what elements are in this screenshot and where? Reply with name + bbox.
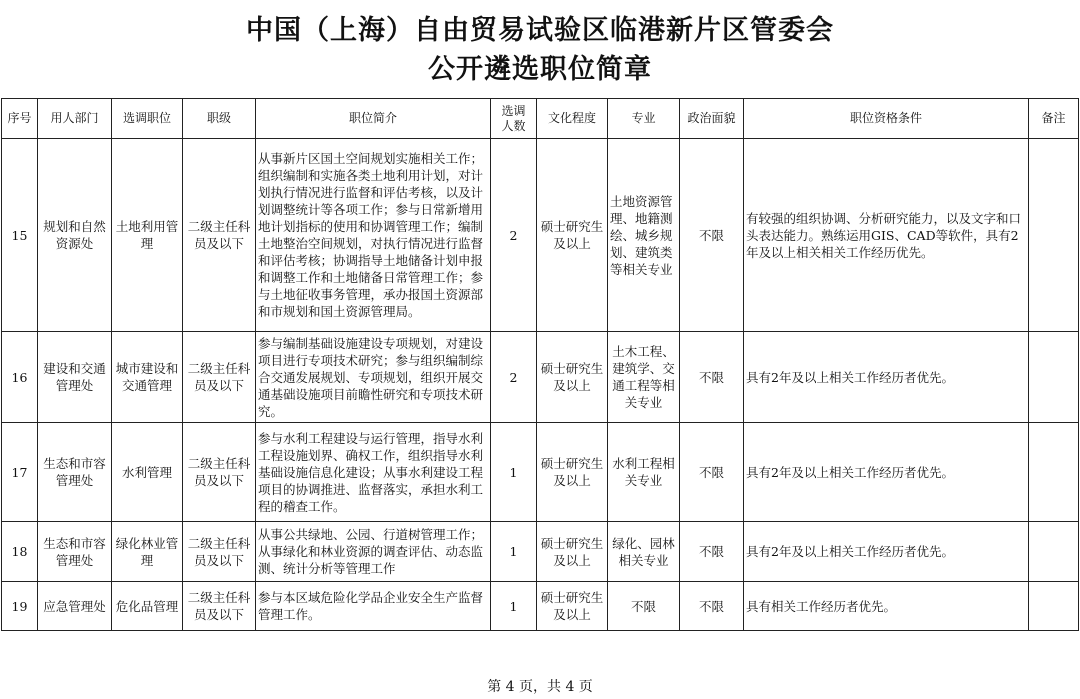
cell-seq: 16 bbox=[2, 332, 38, 423]
cell-count: 2 bbox=[491, 332, 537, 423]
cell-intro: 参与水利工程建设与运行管理，指导水利工程设施划界、确权工作，组织指导水利基础设施信息化建设；从事水利建设工程项目的协调推进、监督落实，承担水利工程的稽查工作。 bbox=[256, 423, 491, 522]
cell-edu: 硕士研究生及以上 bbox=[537, 423, 608, 522]
header-seq: 序号 bbox=[2, 99, 38, 139]
header-political: 政治面貌 bbox=[680, 99, 744, 139]
cell-dept: 应急管理处 bbox=[38, 582, 112, 631]
cell-note bbox=[1029, 332, 1079, 423]
cell-qual: 具有相关工作经历者优先。 bbox=[744, 582, 1029, 631]
cell-position: 土地利用管理 bbox=[112, 139, 183, 332]
cell-position: 城市建设和交通管理 bbox=[112, 332, 183, 423]
cell-count: 1 bbox=[491, 522, 537, 582]
header-qual: 职位资格条件 bbox=[744, 99, 1029, 139]
cell-major: 土木工程、建筑学、交通工程等相关专业 bbox=[608, 332, 680, 423]
document-subtitle: 公开遴选职位简章 bbox=[428, 54, 652, 85]
table-row bbox=[2, 582, 1079, 631]
cell-political: 不限 bbox=[680, 423, 744, 522]
cell-qual: 具有2年及以上相关工作经历者优先。 bbox=[744, 522, 1029, 582]
cell-political: 不限 bbox=[680, 582, 744, 631]
positions-table bbox=[1, 98, 1079, 631]
cell-major: 绿化、园林相关专业 bbox=[608, 522, 680, 582]
cell-qual: 有较强的组织协调、分析研究能力，以及文字和口头表达能力。熟练运用GIS、CAD等软件，具有2年及以上相关相关工作经历优先。 bbox=[744, 139, 1029, 332]
header-intro: 职位简介 bbox=[256, 99, 491, 139]
page-number: 第 4 页，共 4 页 bbox=[487, 679, 593, 695]
cell-intro: 从事新片区国土空间规划实施相关工作；组织编制和实施各类土地利用计划，对计划执行情况进行监督和评估考核，以及计划调整统计等各项工作；参与日常新增用地计划指标的使用和协调管理工作；编制土地整治空间规划，对执行情况进行监督和评估考核；协调指导土地储备计划申报和调整工作和土地储备日常管理工作；参与土地征收事务管理，承办报国土资源部和市规划和国土资源管理局。 bbox=[256, 139, 491, 332]
cell-dept: 建设和交通管理处 bbox=[38, 332, 112, 423]
cell-seq: 17 bbox=[2, 423, 38, 522]
table-row bbox=[2, 139, 1079, 332]
table-row bbox=[2, 522, 1079, 582]
cell-seq: 15 bbox=[2, 139, 38, 332]
cell-edu: 硕士研究生及以上 bbox=[537, 332, 608, 423]
cell-major: 不限 bbox=[608, 582, 680, 631]
cell-position: 危化品管理 bbox=[112, 582, 183, 631]
cell-intro: 从事公共绿地、公园、行道树管理工作；从事绿化和林业资源的调查评估、动态监测、统计分析等管理工作 bbox=[256, 522, 491, 582]
cell-position: 绿化林业管理 bbox=[112, 522, 183, 582]
cell-major: 土地资源管理、地籍测绘、城乡规划、建筑类等相关专业 bbox=[608, 139, 680, 332]
cell-count: 1 bbox=[491, 423, 537, 522]
cell-edu: 硕士研究生及以上 bbox=[537, 582, 608, 631]
header-note: 备注 bbox=[1029, 99, 1079, 139]
cell-rank: 二级主任科员及以下 bbox=[183, 582, 256, 631]
cell-seq: 19 bbox=[2, 582, 38, 631]
cell-qual: 具有2年及以上相关工作经历者优先。 bbox=[744, 423, 1029, 522]
cell-rank: 二级主任科员及以下 bbox=[183, 522, 256, 582]
cell-note bbox=[1029, 582, 1079, 631]
cell-intro: 参与编制基础设施建设专项规划，对建设项目进行专项技术研究；参与组织编制综合交通发展规划、专项规划，组织开展交通基础设施项目前瞻性研究和专项技术研究。 bbox=[256, 332, 491, 423]
cell-seq: 18 bbox=[2, 522, 38, 582]
cell-political: 不限 bbox=[680, 139, 744, 332]
cell-political: 不限 bbox=[680, 332, 744, 423]
cell-intro: 参与本区域危险化学品企业安全生产监督管理工作。 bbox=[256, 582, 491, 631]
cell-count: 2 bbox=[491, 139, 537, 332]
cell-edu: 硕士研究生及以上 bbox=[537, 139, 608, 332]
cell-political: 不限 bbox=[680, 522, 744, 582]
table-row bbox=[2, 423, 1079, 522]
table-row bbox=[2, 332, 1079, 423]
cell-dept: 生态和市容管理处 bbox=[38, 423, 112, 522]
header-major: 专业 bbox=[608, 99, 680, 139]
cell-note bbox=[1029, 423, 1079, 522]
cell-rank: 二级主任科员及以下 bbox=[183, 139, 256, 332]
header-position: 选调职位 bbox=[112, 99, 183, 139]
header-count: 选调 人数 bbox=[491, 99, 537, 139]
cell-qual: 具有2年及以上相关工作经历者优先。 bbox=[744, 332, 1029, 423]
cell-rank: 二级主任科员及以下 bbox=[183, 332, 256, 423]
table-header-row bbox=[2, 99, 1079, 139]
cell-dept: 生态和市容管理处 bbox=[38, 522, 112, 582]
header-dept: 用人部门 bbox=[38, 99, 112, 139]
cell-major: 水利工程相关专业 bbox=[608, 423, 680, 522]
document-title: 中国（上海）自由贸易试验区临港新片区管委会 bbox=[246, 15, 834, 46]
cell-note bbox=[1029, 139, 1079, 332]
cell-position: 水利管理 bbox=[112, 423, 183, 522]
cell-edu: 硕士研究生及以上 bbox=[537, 522, 608, 582]
cell-dept: 规划和自然资源处 bbox=[38, 139, 112, 332]
header-edu: 文化程度 bbox=[537, 99, 608, 139]
cell-rank: 二级主任科员及以下 bbox=[183, 423, 256, 522]
cell-count: 1 bbox=[491, 582, 537, 631]
cell-note bbox=[1029, 522, 1079, 582]
header-rank: 职级 bbox=[183, 99, 256, 139]
